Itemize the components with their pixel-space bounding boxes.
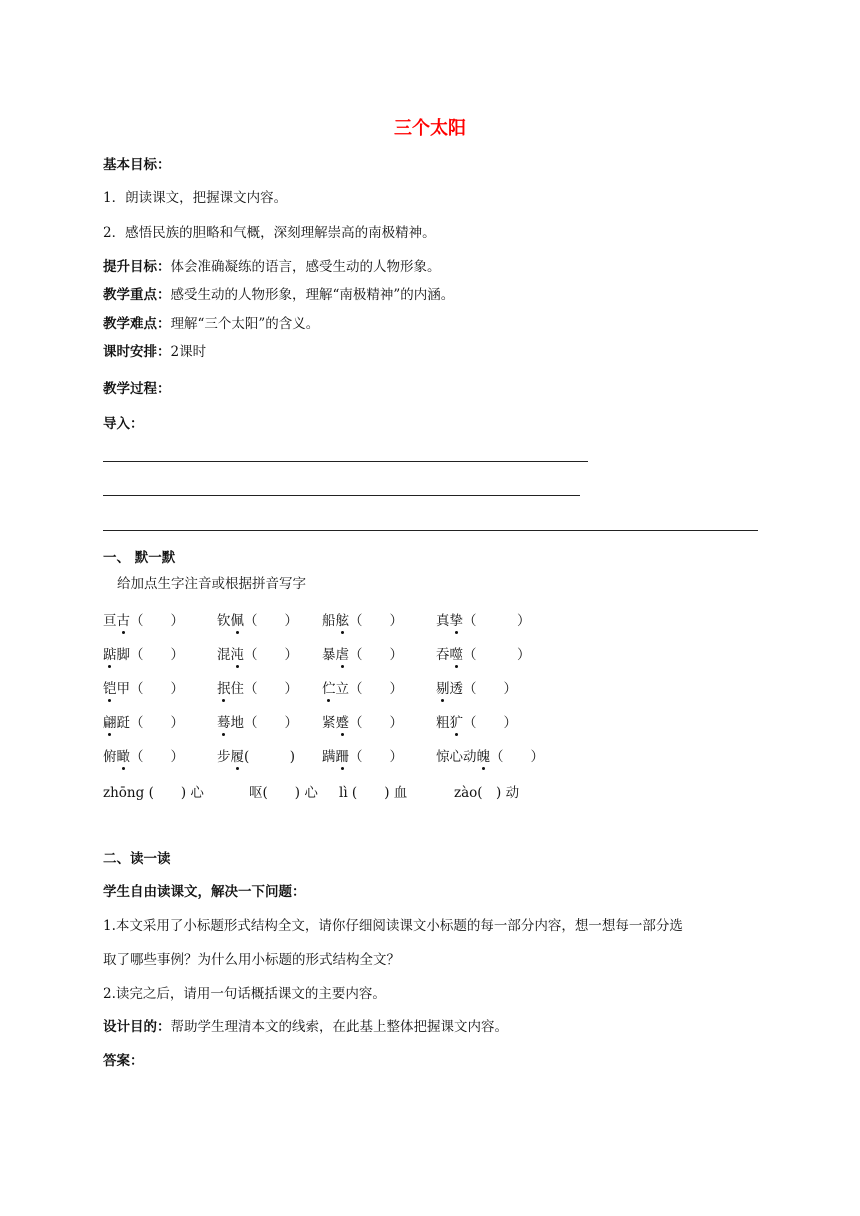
question-2: 2.读完之后，请用一句话概括课文的主要内容。 (103, 986, 386, 1002)
pinyin-item: lì ( ) 血 (339, 785, 408, 801)
vocab-item: 抿住（ ） (217, 681, 298, 697)
page-title: 三个太阳 (394, 118, 466, 139)
vocab-row (103, 677, 763, 697)
vocab-item: 船舷（ ） (322, 613, 403, 629)
difficulty-label: 教学难点： (103, 316, 171, 332)
vocab-item: 步履( ) (217, 749, 295, 765)
advanced-goal-text: 体会准确凝练的语言，感受生动的人物形象。 (170, 259, 441, 275)
answer-label: 答案： (103, 1053, 144, 1069)
advanced-goal (103, 258, 441, 276)
vocab-item: 吞噬（ ） (436, 647, 531, 663)
vocab-item: 剔透（ ） (436, 681, 517, 697)
section2-heading: 二、读一读 (103, 851, 171, 867)
section1-instruction: 给加点生字注音或根据拼音写字 (117, 576, 306, 592)
vocab-item: 惊心动魄（ ） (436, 749, 544, 765)
answer-line-1 (103, 461, 588, 462)
section2-subheading: 学生自由读课文，解决一下问题： (103, 884, 306, 900)
vocab-item: 暴虐（ ） (322, 647, 403, 663)
basic-goal-label: 基本目标： (103, 157, 171, 173)
question-1-line-2: 取了哪些事例？为什么用小标题的形式结构全文？ (103, 952, 400, 968)
vocab-item: 亘古（ ） (103, 613, 184, 629)
section1-heading: 一、 默一默 (103, 550, 176, 566)
vocab-item: 铠甲（ ） (103, 681, 184, 697)
difficulty (103, 315, 319, 333)
vocab-item: 蹒跚（ ） (322, 749, 403, 765)
vocab-item: 伫立（ ） (322, 681, 403, 697)
vocab-item: 踮脚（ ） (103, 647, 184, 663)
pinyin-row (103, 781, 763, 801)
schedule-label: 课时安排： (103, 344, 171, 360)
key-point-text: 感受生动的人物形象，理解“南极精神”的内涵。 (170, 287, 455, 303)
basic-goal-item-2: 2．感悟民族的胆略和气概，深刻理解崇高的南极精神。 (103, 225, 436, 241)
vocab-item: 紧蹙（ ） (322, 715, 403, 731)
answer-line-2 (103, 495, 580, 496)
question-1-line-1: 1.本文采用了小标题形式结构全文，请你仔细阅读课文小标题的每一部分内容，想一想每一部分选 (103, 918, 683, 934)
section-divider (103, 530, 758, 531)
vocab-item: 蓦地（ ） (217, 715, 298, 731)
difficulty-text: 理解“三个太阳”的含义。 (170, 316, 320, 332)
vocab-row (103, 711, 763, 731)
design-purpose (103, 1018, 508, 1036)
vocab-item: 钦佩（ ） (217, 613, 298, 629)
pinyin-item: 呕( ) 心 (249, 785, 318, 801)
process-label: 教学过程： (103, 381, 171, 397)
intro-label: 导入： (103, 416, 144, 432)
key-point (103, 286, 454, 304)
pinyin-item: zào( ) 动 (454, 785, 520, 801)
vocab-item: 混沌（ ） (217, 647, 298, 663)
pinyin-item: zhōng ( ) 心 (103, 785, 204, 801)
vocab-row (103, 643, 763, 663)
design-purpose-label: 设计目的： (103, 1019, 171, 1035)
vocab-item: 翩跹（ ） (103, 715, 184, 731)
advanced-goal-label: 提升目标： (103, 259, 171, 275)
vocab-row (103, 745, 763, 765)
vocab-item: 粗犷（ ） (436, 715, 517, 731)
schedule-text: 2课时 (170, 344, 207, 360)
basic-goal-item-1: 1．朗读课文，把握课文内容。 (103, 190, 288, 206)
vocab-item: 真挚（ ） (436, 613, 531, 629)
design-purpose-text: 帮助学生理清本文的线索，在此基上整体把握课文内容。 (170, 1019, 508, 1035)
vocab-item: 俯瞰（ ） (103, 749, 184, 765)
key-point-label: 教学重点： (103, 287, 171, 303)
schedule (103, 343, 206, 361)
vocab-row (103, 609, 763, 629)
